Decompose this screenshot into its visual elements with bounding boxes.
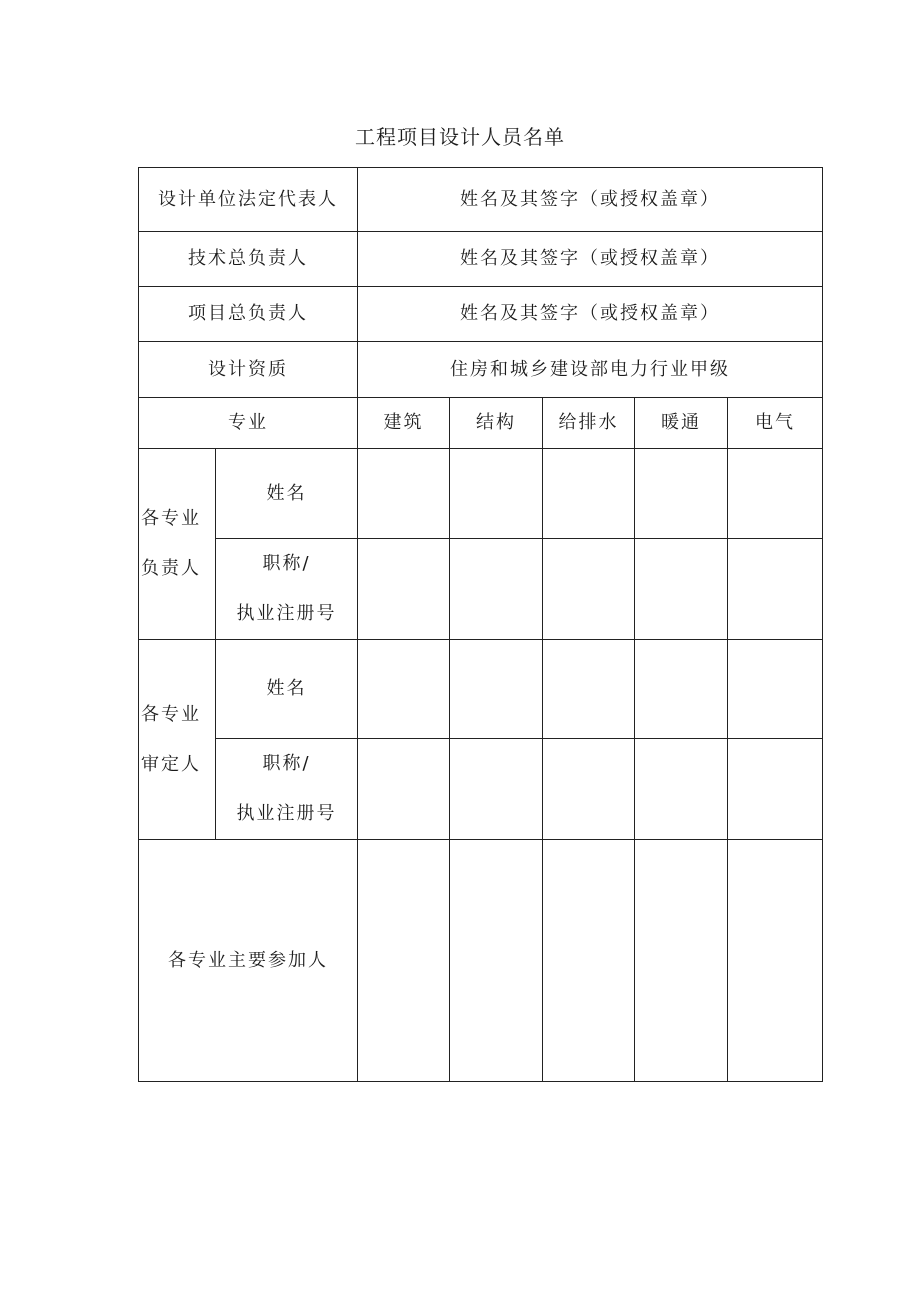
legal-rep-value-cell[interactable]: 姓名及其签字（或授权盖章） xyxy=(358,168,823,232)
row-responsible-name xyxy=(139,449,823,539)
responsible-title-hvac-cell[interactable] xyxy=(635,539,728,640)
responsible-title-label-line2: 执业注册号 xyxy=(236,603,337,624)
participants-architecture-cell[interactable] xyxy=(358,840,450,1082)
responsible-name-electrical-cell[interactable] xyxy=(728,449,823,539)
discipline-electrical: 电气 xyxy=(728,398,823,449)
tech-lead-label: 技术总负责人 xyxy=(139,232,358,287)
personnel-table xyxy=(138,167,823,1082)
row-legal-representative xyxy=(139,168,823,232)
responsible-title-structure-cell[interactable] xyxy=(450,539,543,640)
row-project-lead xyxy=(139,287,823,342)
participants-electrical-cell[interactable] xyxy=(728,840,823,1082)
responsible-title-electrical-cell[interactable] xyxy=(728,539,823,640)
row-discipline-header xyxy=(139,398,823,449)
approver-group-label xyxy=(139,640,216,840)
discipline-architecture: 建筑 xyxy=(358,398,450,449)
approver-group-label-line2: 审定人 xyxy=(141,753,201,775)
approver-title-label-line1: 职称/ xyxy=(262,753,311,774)
participants-hvac-cell[interactable] xyxy=(635,840,728,1082)
approver-title-hvac-cell[interactable] xyxy=(635,739,728,840)
row-qualification xyxy=(139,342,823,398)
approver-name-structure-cell[interactable] xyxy=(450,640,543,739)
responsible-group-label-line1: 各专业 xyxy=(141,508,201,529)
approver-title-plumbing-cell[interactable] xyxy=(543,739,635,840)
discipline-structure: 结构 xyxy=(450,398,543,449)
approver-title-label-line2: 执业注册号 xyxy=(236,803,337,824)
discipline-hvac: 暖通 xyxy=(635,398,728,449)
approver-name-label: 姓名 xyxy=(216,640,358,739)
page-title: 工程项目设计人员名单 xyxy=(355,125,565,149)
participants-structure-cell[interactable] xyxy=(450,840,543,1082)
approver-name-plumbing-cell[interactable] xyxy=(543,640,635,739)
discipline-header-label: 专业 xyxy=(139,398,358,449)
approver-title-electrical-cell[interactable] xyxy=(728,739,823,840)
responsible-name-structure-cell[interactable] xyxy=(450,449,543,539)
responsible-title-architecture-cell[interactable] xyxy=(358,539,450,640)
project-lead-value-cell[interactable]: 姓名及其签字（或授权盖章） xyxy=(358,287,823,342)
row-approver-title xyxy=(139,739,823,840)
approver-title-label xyxy=(216,739,358,840)
legal-rep-label: 设计单位法定代表人 xyxy=(139,168,358,232)
tech-lead-value-cell[interactable]: 姓名及其签字（或授权盖章） xyxy=(358,232,823,287)
discipline-plumbing: 给排水 xyxy=(543,398,635,449)
responsible-name-plumbing-cell[interactable] xyxy=(543,449,635,539)
responsible-title-label-line1: 职称/ xyxy=(262,553,311,574)
participants-label: 各专业主要参加人 xyxy=(139,840,358,1082)
approver-title-architecture-cell[interactable] xyxy=(358,739,450,840)
row-approver-name xyxy=(139,640,823,739)
row-responsible-title xyxy=(139,539,823,640)
responsible-group-label xyxy=(139,449,216,640)
approver-name-architecture-cell[interactable] xyxy=(358,640,450,739)
approver-title-structure-cell[interactable] xyxy=(450,739,543,840)
approver-group-label-line1: 各专业 xyxy=(141,703,201,725)
responsible-name-label: 姓名 xyxy=(216,449,358,539)
responsible-title-plumbing-cell[interactable] xyxy=(543,539,635,640)
responsible-name-hvac-cell[interactable] xyxy=(635,449,728,539)
approver-name-electrical-cell[interactable] xyxy=(728,640,823,739)
row-participants xyxy=(139,840,823,1082)
qualification-value: 住房和城乡建设部电力行业甲级 xyxy=(358,342,823,398)
qualification-label: 设计资质 xyxy=(139,342,358,398)
project-lead-label: 项目总负责人 xyxy=(139,287,358,342)
responsible-title-label xyxy=(216,539,358,640)
participants-plumbing-cell[interactable] xyxy=(543,840,635,1082)
row-tech-lead xyxy=(139,232,823,287)
responsible-group-label-line2: 负责人 xyxy=(141,558,201,579)
approver-name-hvac-cell[interactable] xyxy=(635,640,728,739)
responsible-name-architecture-cell[interactable] xyxy=(358,449,450,539)
